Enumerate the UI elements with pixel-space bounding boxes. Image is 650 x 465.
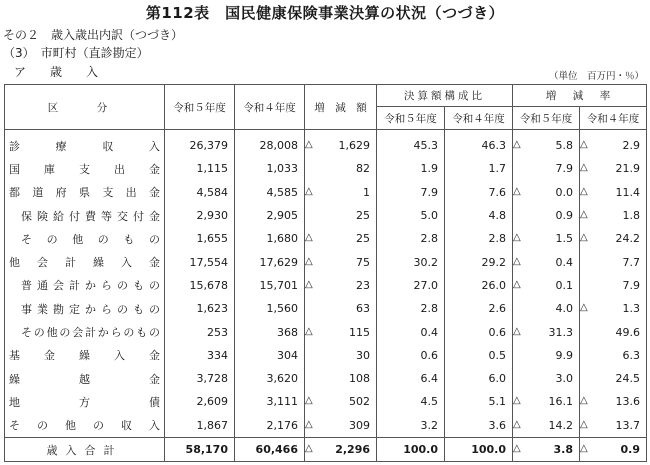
cell-r5: 2,609: [165, 390, 235, 413]
cell-r5: 15,678: [165, 274, 235, 297]
cell-change-amount: 63: [305, 297, 377, 320]
cell-rate-r4: 7.7: [580, 250, 647, 273]
row-label: 都 道 府 県 支 出 金: [5, 181, 165, 204]
row-label: 基 金 繰 入 金: [5, 344, 165, 367]
cell-composition-r4: 3.6: [445, 414, 513, 438]
table-row: [5, 130, 647, 158]
cell-composition-r5: 27.0: [377, 274, 445, 297]
row-label: 普 通 会 計 か ら の も の: [5, 274, 165, 297]
row-label: 繰 越 金: [5, 367, 165, 390]
cell-r5: 2,930: [165, 204, 235, 227]
cell-rate-r4: 49.6: [580, 320, 647, 343]
header-rate-r5: 令和５年度: [513, 107, 580, 130]
cell-r4: 368: [235, 320, 305, 343]
cell-change-amount: 108: [305, 367, 377, 390]
row-label: 他 会 計 繰 入 金: [5, 250, 165, 273]
cell-change-amount: △ 25: [305, 227, 377, 250]
cell-rate-r5: △ 1.5: [513, 227, 580, 250]
header-composition-r5: 令和５年度: [377, 107, 445, 130]
cell-rate-r5: 9.9: [513, 344, 580, 367]
row-label: そ の 他 の 会 計 か ら の も の: [5, 320, 165, 343]
cell-composition-r4: 5.1: [445, 390, 513, 413]
cell-r4: 1,033: [235, 157, 305, 180]
cell-rate-r5: 4.0: [513, 297, 580, 320]
cell-rate-r5: △ 3.8: [513, 437, 580, 461]
unit-note: （単位 百万円・％）: [548, 71, 644, 82]
table-row: [5, 204, 647, 227]
cell-composition-r4: 26.0: [445, 274, 513, 297]
cell-r5: 17,554: [165, 250, 235, 273]
row-label: 地 方 債: [5, 390, 165, 413]
cell-change-amount: △ 1,629: [305, 130, 377, 158]
total-row: [5, 437, 647, 461]
cell-rate-r4: △ 1.8: [580, 204, 647, 227]
cell-r4: 2,176: [235, 414, 305, 438]
cell-rate-r5: △ 16.1: [513, 390, 580, 413]
header-change-amount: 増 減 額: [305, 85, 377, 130]
cell-r5: 1,867: [165, 414, 235, 438]
cell-rate-r5: △ 0.0: [513, 181, 580, 204]
row-label: 歳入合計: [5, 437, 165, 461]
cell-r5: 3,728: [165, 367, 235, 390]
cell-r5: 334: [165, 344, 235, 367]
cell-rate-r5: 0.9: [513, 204, 580, 227]
table-row: [5, 390, 647, 413]
cell-composition-r4: 29.2: [445, 250, 513, 273]
table-row: [5, 344, 647, 367]
header-category: 区 分: [5, 85, 165, 130]
cell-rate-r4: △ 1.3: [580, 297, 647, 320]
cell-composition-r5: 0.6: [377, 344, 445, 367]
cell-r4: 15,701: [235, 274, 305, 297]
cell-composition-r5: 7.9: [377, 181, 445, 204]
cell-composition-r4: 4.8: [445, 204, 513, 227]
table-row: [5, 181, 647, 204]
cell-r4: 304: [235, 344, 305, 367]
subtitle-breakdown: その２ 歳入歳出内訳（つづき）: [3, 28, 184, 42]
table-row: [5, 250, 647, 273]
cell-r5: 58,170: [165, 437, 235, 461]
header-composition: 決算額構成比: [377, 85, 513, 107]
table-row: [5, 367, 647, 390]
revenue-table: [4, 84, 647, 462]
cell-r4: 1,680: [235, 227, 305, 250]
cell-composition-r4: 100.0: [445, 437, 513, 461]
cell-rate-r4: △ 0.9: [580, 437, 647, 461]
cell-change-amount: 25: [305, 204, 377, 227]
cell-composition-r5: 2.8: [377, 227, 445, 250]
row-label: 診 療 収 入: [5, 130, 165, 158]
cell-r5: 1,115: [165, 157, 235, 180]
cell-composition-r5: 3.2: [377, 414, 445, 438]
row-label: そ の 他 の も の: [5, 227, 165, 250]
cell-r4: 3,620: [235, 367, 305, 390]
cell-rate-r4: 24.5: [580, 367, 647, 390]
table-row: [5, 227, 647, 250]
cell-rate-r5: 7.9: [513, 157, 580, 180]
cell-composition-r4: 1.7: [445, 157, 513, 180]
cell-r4: 4,585: [235, 181, 305, 204]
cell-r5: 4,584: [165, 181, 235, 204]
cell-rate-r5: △ 5.8: [513, 130, 580, 158]
table-row: [5, 274, 647, 297]
cell-change-amount: △ 115: [305, 320, 377, 343]
cell-change-amount: 30: [305, 344, 377, 367]
cell-rate-r4: △ 24.2: [580, 227, 647, 250]
cell-composition-r5: 4.5: [377, 390, 445, 413]
cell-rate-r4: 6.3: [580, 344, 647, 367]
cell-composition-r4: 0.6: [445, 320, 513, 343]
cell-composition-r5: 0.4: [377, 320, 445, 343]
cell-rate-r4: △ 21.9: [580, 157, 647, 180]
cell-rate-r5: △ 0.1: [513, 274, 580, 297]
row-label: そ の 他 の 収 入: [5, 414, 165, 438]
cell-rate-r5: 3.0: [513, 367, 580, 390]
table-row: [5, 157, 647, 180]
section-heading: ア 歳 入: [14, 65, 105, 79]
cell-change-amount: △ 502: [305, 390, 377, 413]
cell-r5: 26,379: [165, 130, 235, 158]
row-label: 保 険 給 付 費 等 交 付 金: [5, 204, 165, 227]
cell-composition-r4: 0.5: [445, 344, 513, 367]
cell-composition-r5: 2.8: [377, 297, 445, 320]
cell-rate-r4: △ 2.9: [580, 130, 647, 158]
table-title: 第112表 国民健康保険事業決算の状況（つづき）: [145, 4, 505, 22]
cell-change-amount: △ 23: [305, 274, 377, 297]
cell-change-amount: △ 75: [305, 250, 377, 273]
row-label: 国 庫 支 出 金: [5, 157, 165, 180]
cell-r4: 3,111: [235, 390, 305, 413]
cell-change-amount: △ 1: [305, 181, 377, 204]
header-composition-r4: 令和４年度: [445, 107, 513, 130]
header-r4: 令和４年度: [235, 85, 305, 130]
header-r5: 令和５年度: [165, 85, 235, 130]
cell-r4: 28,008: [235, 130, 305, 158]
cell-composition-r5: 6.4: [377, 367, 445, 390]
cell-rate-r4: △ 11.4: [580, 181, 647, 204]
cell-composition-r4: 46.3: [445, 130, 513, 158]
table-row: [5, 414, 647, 438]
cell-composition-r5: 45.3: [377, 130, 445, 158]
cell-rate-r4: △ 13.6: [580, 390, 647, 413]
subtitle-municipality: （3） 市町村（直診勘定）: [3, 46, 149, 60]
cell-composition-r4: 2.8: [445, 227, 513, 250]
row-label: 事 業 勘 定 か ら の も の: [5, 297, 165, 320]
cell-r5: 1,623: [165, 297, 235, 320]
cell-r5: 1,655: [165, 227, 235, 250]
cell-r5: 253: [165, 320, 235, 343]
cell-composition-r5: 100.0: [377, 437, 445, 461]
cell-rate-r5: △ 0.4: [513, 250, 580, 273]
cell-composition-r5: 5.0: [377, 204, 445, 227]
cell-composition-r5: 30.2: [377, 250, 445, 273]
cell-composition-r4: 7.6: [445, 181, 513, 204]
cell-r4: 2,905: [235, 204, 305, 227]
cell-change-amount: △ 309: [305, 414, 377, 438]
cell-rate-r5: △ 14.2: [513, 414, 580, 438]
cell-change-amount: △ 2,296: [305, 437, 377, 461]
cell-rate-r4: △ 13.7: [580, 414, 647, 438]
table-row: [5, 297, 647, 320]
cell-composition-r5: 1.9: [377, 157, 445, 180]
cell-rate-r5: △ 31.3: [513, 320, 580, 343]
cell-r4: 1,560: [235, 297, 305, 320]
header-rate-r4: 令和４年度: [580, 107, 647, 130]
header-change-rate: 増 減 率: [513, 85, 647, 107]
cell-r4: 60,466: [235, 437, 305, 461]
table-row: [5, 320, 647, 343]
cell-change-amount: 82: [305, 157, 377, 180]
cell-rate-r4: 7.9: [580, 274, 647, 297]
cell-composition-r4: 2.6: [445, 297, 513, 320]
cell-composition-r4: 6.0: [445, 367, 513, 390]
cell-r4: 17,629: [235, 250, 305, 273]
